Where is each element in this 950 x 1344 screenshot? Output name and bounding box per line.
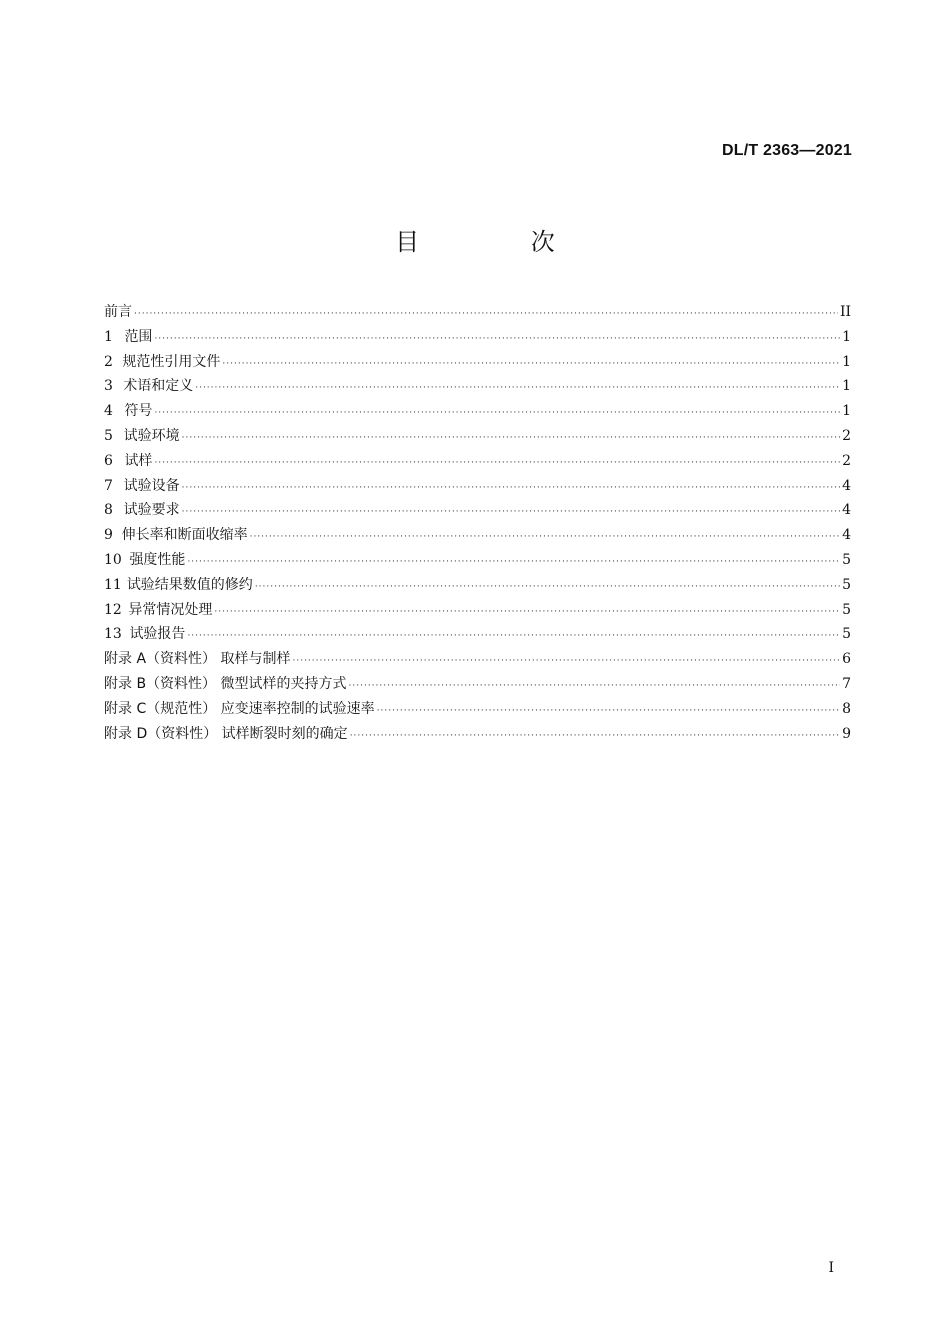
toc-entry-label: 试样 [124, 452, 153, 469]
toc-entry-number: 12 [104, 601, 122, 618]
toc-entry-label: 伸长率和断面收缩率 [121, 527, 248, 544]
toc-entry-number: 11 [104, 576, 122, 593]
toc-entry[interactable] [104, 573, 851, 598]
toc-leader-dots [292, 649, 840, 674]
toc-leader-dots [349, 674, 841, 699]
toc-leader-dots [350, 724, 840, 749]
toc-entry-label: 范围 [124, 328, 153, 345]
toc-entry-number: 5 [104, 427, 113, 444]
toc-entry-page: II [839, 304, 851, 320]
toc-leader-dots [182, 426, 840, 451]
toc-entry[interactable] [104, 548, 851, 573]
toc-entry-label: 规范性引用文件 [122, 353, 221, 370]
toc-leader-dots [154, 327, 840, 352]
toc-entry-appendix[interactable] [104, 672, 851, 697]
toc-entry-page: 4 [842, 502, 851, 519]
toc-entry-number: 2 [104, 353, 113, 370]
toc-leader-dots [255, 575, 840, 600]
toc-leader-dots [187, 624, 840, 649]
toc-entry-label: 术语和定义 [123, 378, 194, 395]
toc-entry-label: 试验环境 [123, 427, 180, 444]
toc-leader-dots [134, 302, 838, 327]
toc-leader-dots [195, 376, 840, 401]
toc-entry-page: 5 [842, 576, 851, 593]
toc-entry-label: 附录 A（资料性） 取样与制样 [104, 651, 291, 668]
toc-entry-label: 符号 [124, 403, 153, 420]
toc-entry-page: 2 [842, 452, 851, 469]
toc-entry-number: 6 [104, 452, 113, 469]
toc-entry-page: 1 [842, 378, 851, 395]
document-code: DL/T 2363—2021 [722, 142, 852, 159]
toc-entry-page: 6 [842, 651, 851, 668]
toc-entry-page: 5 [842, 626, 851, 643]
page-number: I [828, 1260, 834, 1276]
toc-leader-dots [182, 476, 840, 501]
toc-entry-label: 附录 B（资料性） 微型试样的夹持方式 [104, 675, 347, 692]
toc-entry[interactable] [104, 622, 851, 647]
toc-entry-page: 2 [842, 427, 851, 444]
toc-leader-dots [154, 451, 840, 476]
toc-entry-number: 13 [104, 626, 122, 643]
toc-entry[interactable] [104, 424, 851, 449]
toc-entry[interactable] [104, 523, 851, 548]
toc-entry-label: 前言 [104, 304, 132, 320]
toc-entry[interactable] [104, 498, 851, 523]
toc-entry-label: 附录 C（规范性） 应变速率控制的试验速率 [104, 700, 375, 717]
toc-entry-page: 1 [842, 353, 851, 370]
toc-entry[interactable] [104, 449, 851, 474]
toc-leader-dots [182, 500, 840, 525]
toc-entry-page: 4 [842, 477, 851, 494]
toc-leader-dots [250, 525, 840, 550]
toc-entry-page: 4 [842, 527, 851, 544]
toc-leader-dots [377, 699, 840, 724]
toc-entry-number: 10 [104, 551, 122, 568]
toc-leader-dots [214, 600, 840, 625]
toc-entry-page: 8 [842, 700, 851, 717]
toc-entry-page: 5 [842, 551, 851, 568]
toc-entry[interactable] [104, 399, 851, 424]
toc-entry-page: 7 [842, 675, 851, 692]
toc-entry[interactable] [104, 325, 851, 350]
toc-entry[interactable] [104, 474, 851, 499]
toc-entry-number: 9 [104, 527, 113, 544]
toc-entry-appendix[interactable] [104, 647, 851, 672]
toc-entry[interactable] [104, 374, 851, 399]
toc-entry-label: 试验要求 [123, 502, 180, 519]
toc-entry-page: 1 [842, 328, 851, 345]
toc-entry-number: 1 [104, 328, 113, 345]
toc-list [104, 300, 851, 746]
toc-entry-label: 强度性能 [129, 551, 186, 568]
toc-entry-label: 异常情况处理 [128, 601, 213, 618]
toc-entry-label: 试验结果数值的修约 [126, 576, 253, 593]
toc-entry[interactable] [104, 350, 851, 375]
toc-entry-number: 8 [104, 502, 113, 519]
toc-entry-page: 1 [842, 403, 851, 420]
toc-leader-dots [154, 401, 840, 426]
toc-entry-page: 5 [842, 601, 851, 618]
toc-leader-dots [187, 550, 840, 575]
toc-entry-number: 4 [104, 403, 113, 420]
toc-entry-label: 试验报告 [129, 626, 186, 643]
toc-entry-label: 试验设备 [123, 477, 180, 494]
toc-entry-page: 9 [842, 725, 851, 742]
toc-entry-label: 附录 D（资料性） 试样断裂时刻的确定 [104, 725, 348, 742]
toc-entry[interactable] [104, 300, 851, 325]
toc-entry-appendix[interactable] [104, 697, 851, 722]
toc-entry-number: 7 [104, 477, 113, 494]
toc-entry-number: 3 [104, 378, 113, 395]
toc-title: 目 次 [395, 228, 607, 256]
toc-leader-dots [222, 352, 840, 377]
toc-entry[interactable] [104, 598, 851, 623]
toc-entry-appendix[interactable] [104, 722, 851, 747]
